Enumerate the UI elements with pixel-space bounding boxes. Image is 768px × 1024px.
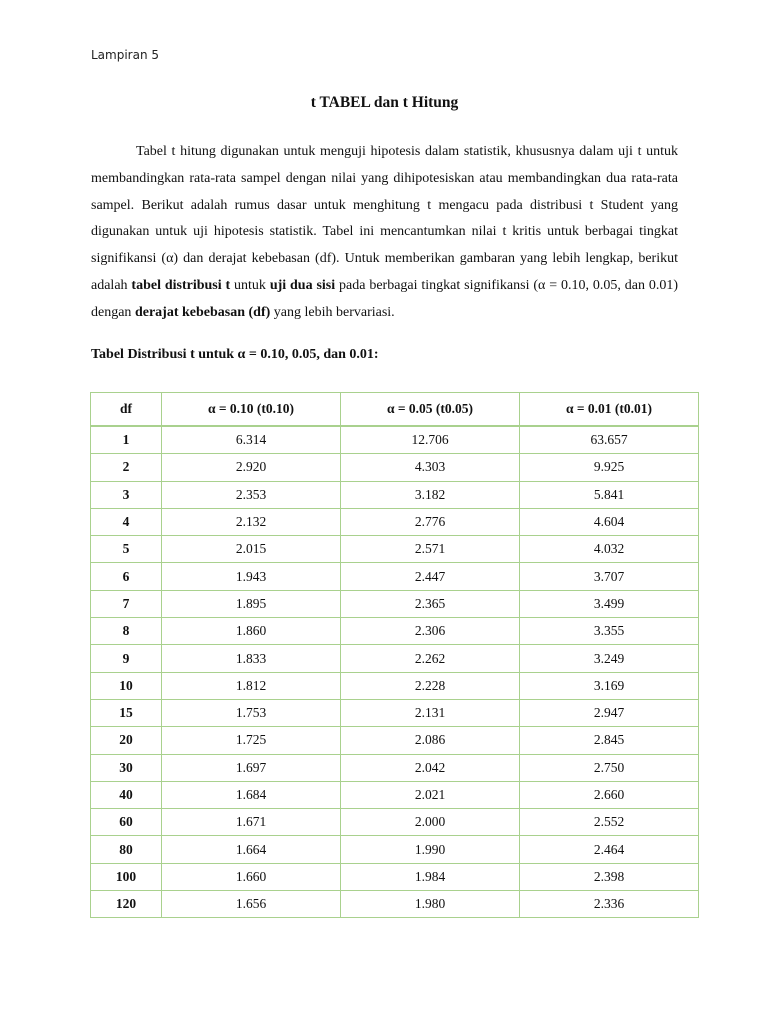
header-cell: α = 0.05 (t0.05): [341, 393, 520, 427]
value-cell: 1.656: [162, 891, 341, 918]
value-cell: 3.707: [520, 563, 699, 590]
df-cell: 30: [91, 754, 162, 781]
df-cell: 15: [91, 699, 162, 726]
header-cell: α = 0.01 (t0.01): [520, 393, 699, 427]
value-cell: 2.464: [520, 836, 699, 863]
value-cell: 1.984: [341, 863, 520, 890]
value-cell: 1.895: [162, 590, 341, 617]
document-title: t TABEL dan t Hitung: [310, 94, 459, 111]
value-cell: 1.833: [162, 645, 341, 672]
df-cell: 1: [91, 426, 162, 454]
df-cell: 60: [91, 809, 162, 836]
value-cell: 2.353: [162, 481, 341, 508]
value-cell: 5.841: [520, 481, 699, 508]
value-cell: 2.086: [341, 727, 520, 754]
value-cell: 2.042: [341, 754, 520, 781]
df-cell: 20: [91, 727, 162, 754]
value-cell: 1.697: [162, 754, 341, 781]
value-cell: 1.753: [162, 699, 341, 726]
table-body: [91, 426, 699, 918]
intro-text: pada berbagai tingkat signifikansi (α = 0.10, 0.05, dan 0.01) dengan: [91, 277, 679, 320]
df-cell: 80: [91, 836, 162, 863]
intro-text: Tabel t hitung digunakan untuk menguji hipotesis dalam statistik, khususnya dalam uji t untuk membandingkan rata-rata sampel dengan nilai yang dihipotesiskan atau membandingkan dua rata-rata sampel. Berikut adalah rumus dasar untuk menghitung t mengacu pada distribusi t Student yang digunakan untuk uji hipotesis statistik. Tabel ini mencantumkan nilai t kritis untuk berbagai tingkat signifikansi (α) dan derajat kebebasan (df). Untuk memberikan gambaran yang lebih lengkap, berikut adalah: [91, 144, 678, 293]
df-cell: 4: [91, 508, 162, 535]
intro-paragraph: [91, 139, 678, 327]
intro-text: yang lebih bervariasi.: [270, 304, 395, 320]
df-cell: 7: [91, 590, 162, 617]
value-cell: 2.365: [341, 590, 520, 617]
table-row: [91, 590, 699, 617]
df-cell: 9: [91, 645, 162, 672]
table-row: [91, 426, 699, 454]
intro-bold-term: uji dua sisi: [269, 277, 336, 293]
table-row: [91, 563, 699, 590]
table-row: [91, 618, 699, 645]
value-cell: 2.920: [162, 454, 341, 481]
table-row: [91, 809, 699, 836]
table-row: [91, 481, 699, 508]
value-cell: 1.660: [162, 863, 341, 890]
value-cell: 12.706: [341, 426, 520, 454]
t-distribution-table: [90, 392, 699, 918]
table-row: [91, 536, 699, 563]
value-cell: 2.552: [520, 809, 699, 836]
value-cell: 1.664: [162, 836, 341, 863]
value-cell: 3.169: [520, 672, 699, 699]
value-cell: 2.398: [520, 863, 699, 890]
table-row: [91, 727, 699, 754]
df-cell: 100: [91, 863, 162, 890]
page-header-label: Lampiran 5: [91, 48, 160, 62]
value-cell: 3.355: [520, 618, 699, 645]
intro-bold-term: derajat kebebasan (df): [134, 304, 271, 320]
df-cell: 10: [91, 672, 162, 699]
value-cell: 2.447: [341, 563, 520, 590]
value-cell: 2.000: [341, 809, 520, 836]
value-cell: 63.657: [520, 426, 699, 454]
table-row: [91, 508, 699, 535]
table-row: [91, 699, 699, 726]
intro-bold-term: tabel distribusi t: [131, 277, 231, 293]
value-cell: 1.812: [162, 672, 341, 699]
value-cell: 4.604: [520, 508, 699, 535]
df-cell: 5: [91, 536, 162, 563]
value-cell: 1.860: [162, 618, 341, 645]
value-cell: 1.943: [162, 563, 341, 590]
intro-text: untuk: [230, 277, 270, 293]
value-cell: 2.306: [341, 618, 520, 645]
value-cell: 1.980: [341, 891, 520, 918]
value-cell: 2.132: [162, 508, 341, 535]
value-cell: 2.750: [520, 754, 699, 781]
table-row: [91, 863, 699, 890]
value-cell: 2.131: [341, 699, 520, 726]
value-cell: 6.314: [162, 426, 341, 454]
table-caption: Tabel Distribusi t untuk α = 0.10, 0.05, dan 0.01:: [91, 347, 379, 362]
table-row: [91, 672, 699, 699]
value-cell: 3.499: [520, 590, 699, 617]
value-cell: 2.660: [520, 781, 699, 808]
table-row: [91, 836, 699, 863]
value-cell: 4.032: [520, 536, 699, 563]
value-cell: 2.571: [341, 536, 520, 563]
value-cell: 2.845: [520, 727, 699, 754]
value-cell: 9.925: [520, 454, 699, 481]
df-cell: 40: [91, 781, 162, 808]
df-cell: 8: [91, 618, 162, 645]
table-header-row: [91, 393, 699, 427]
value-cell: 2.947: [520, 699, 699, 726]
value-cell: 1.990: [341, 836, 520, 863]
table-row: [91, 754, 699, 781]
value-cell: 1.671: [162, 809, 341, 836]
value-cell: 1.725: [162, 727, 341, 754]
df-cell: 6: [91, 563, 162, 590]
value-cell: 1.684: [162, 781, 341, 808]
header-cell: α = 0.10 (t0.10): [162, 393, 341, 427]
value-cell: 3.182: [341, 481, 520, 508]
header-cell: df: [91, 393, 162, 427]
df-cell: 3: [91, 481, 162, 508]
value-cell: 3.249: [520, 645, 699, 672]
table-row: [91, 891, 699, 918]
table-row: [91, 454, 699, 481]
value-cell: 2.336: [520, 891, 699, 918]
value-cell: 2.228: [341, 672, 520, 699]
value-cell: 2.776: [341, 508, 520, 535]
value-cell: 4.303: [341, 454, 520, 481]
table-row: [91, 781, 699, 808]
df-cell: 120: [91, 891, 162, 918]
value-cell: 2.021: [341, 781, 520, 808]
table-row: [91, 645, 699, 672]
df-cell: 2: [91, 454, 162, 481]
value-cell: 2.015: [162, 536, 341, 563]
value-cell: 2.262: [341, 645, 520, 672]
